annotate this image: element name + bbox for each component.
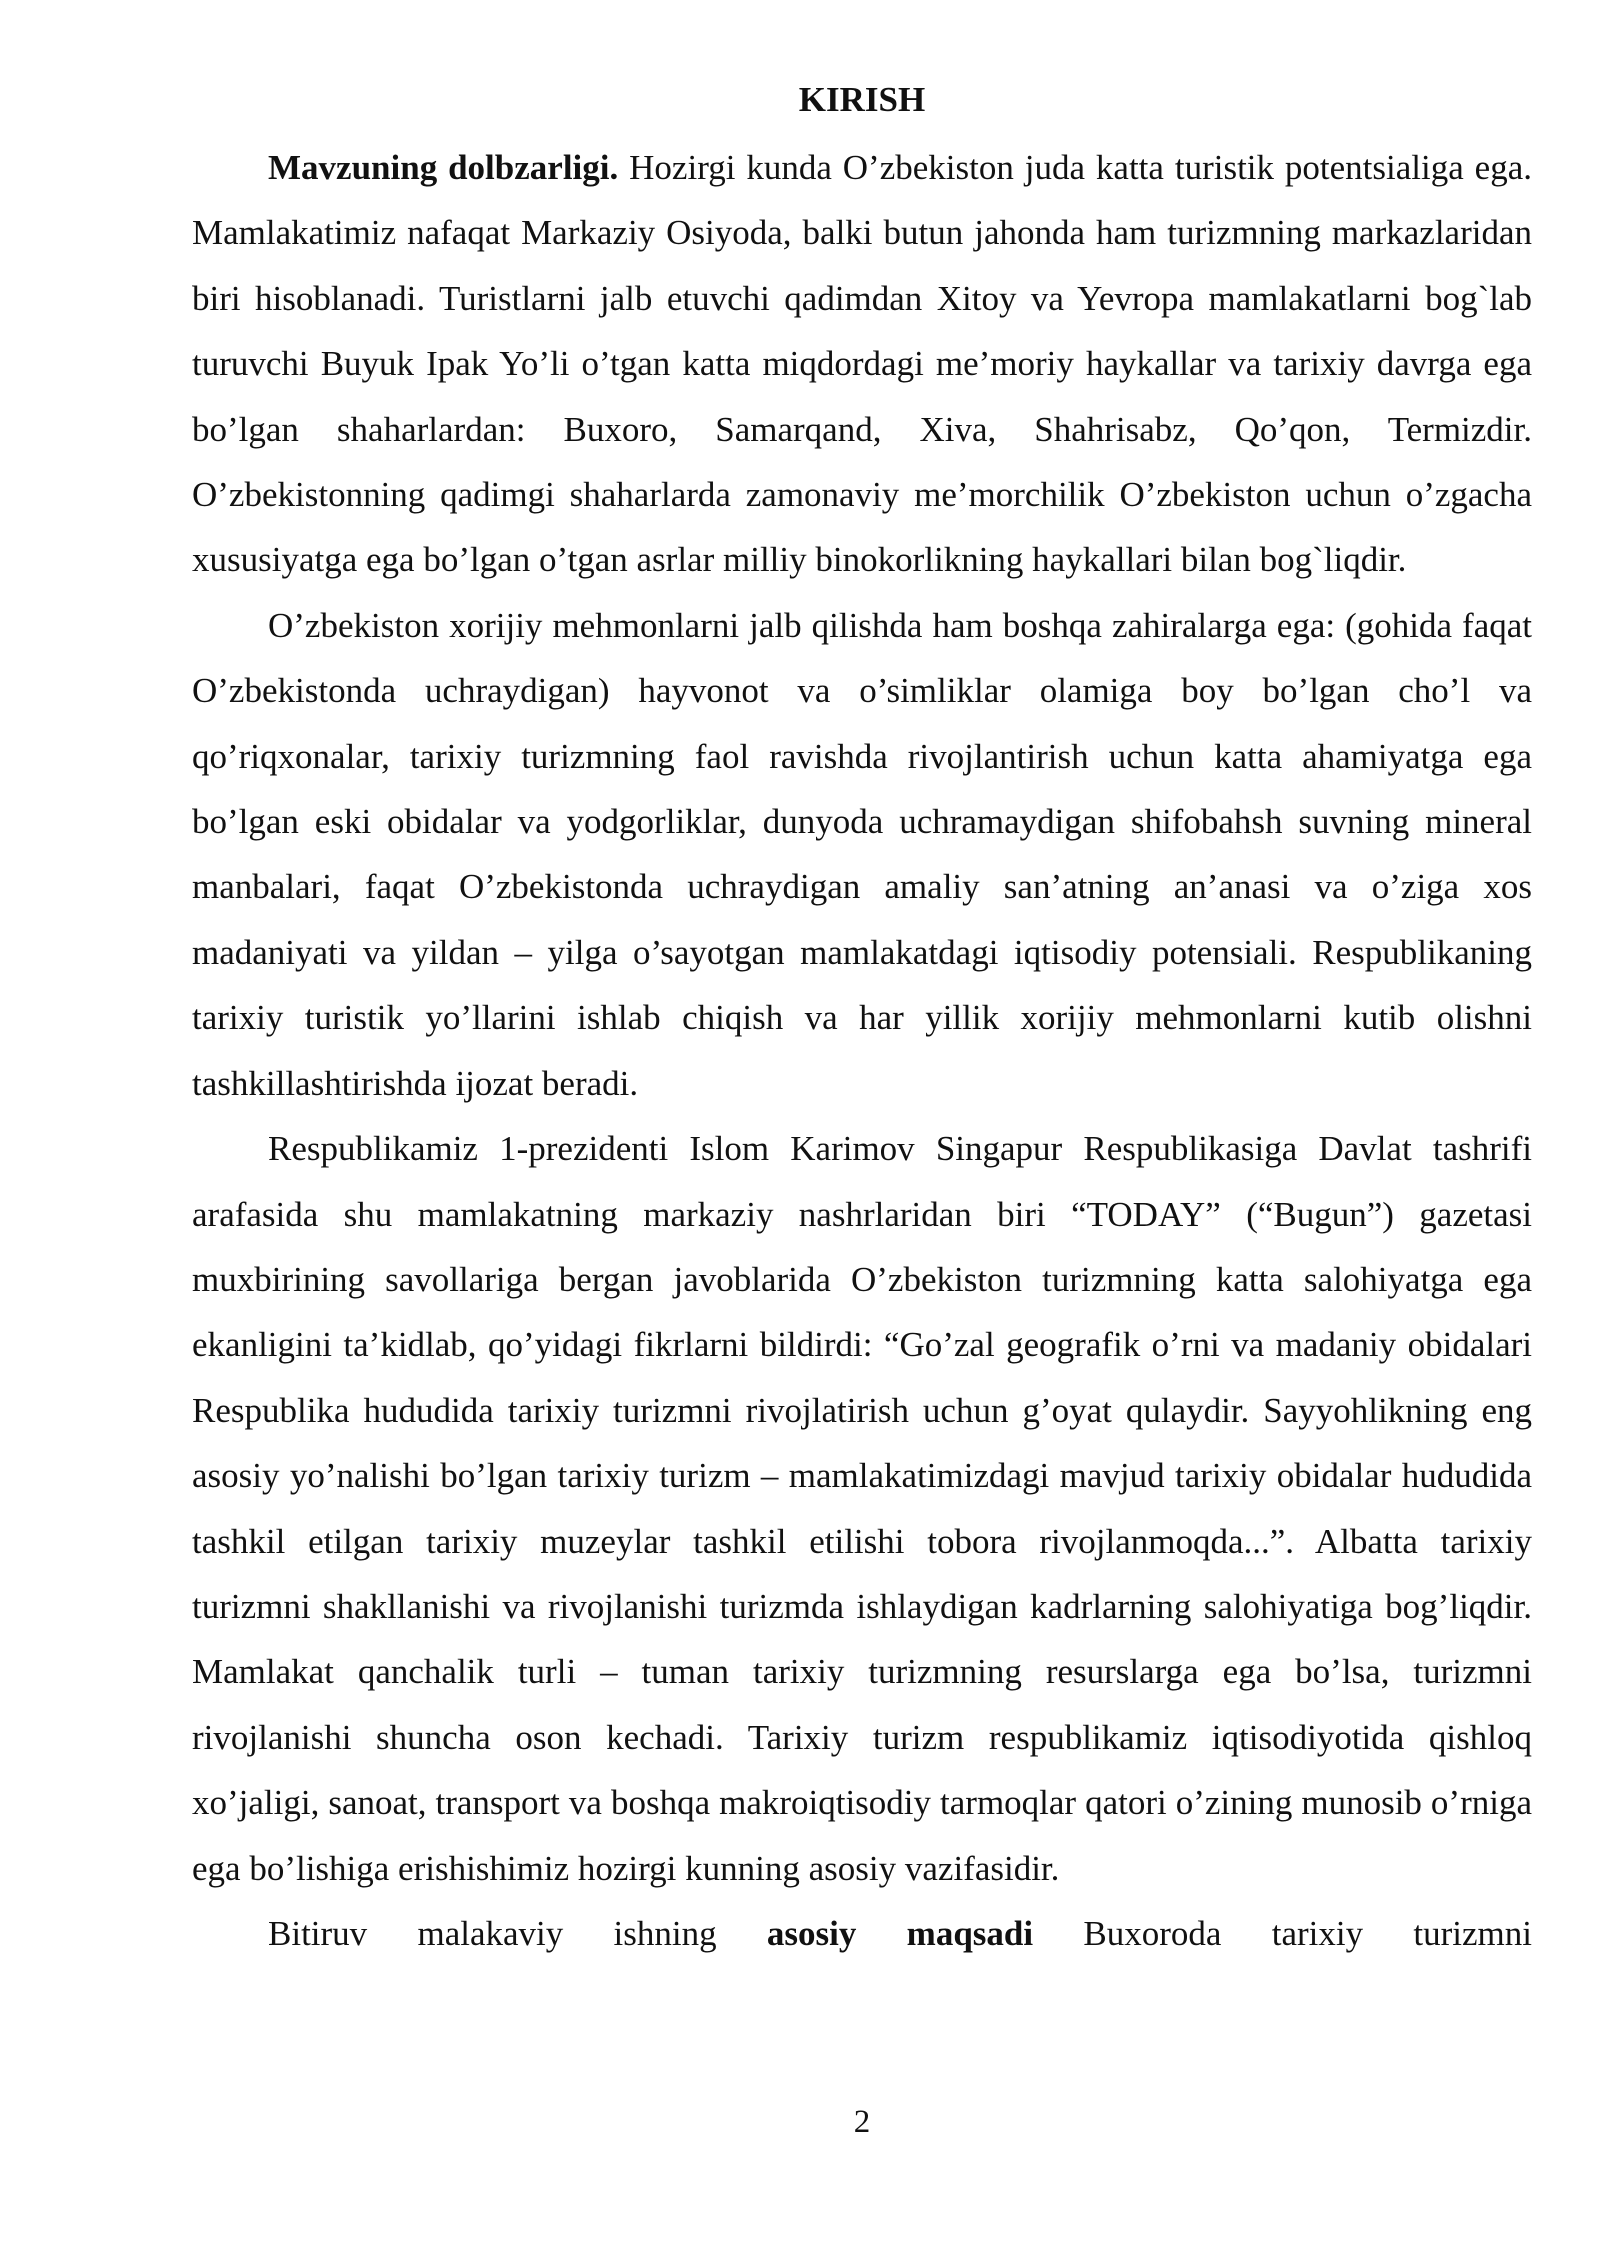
paragraph-resources [192,593,1532,1116]
section-heading: KIRISH [798,80,926,119]
paragraph-lead-bold: Mavzuning dolbzarligi. [268,148,619,187]
paragraph-text: Respublikamiz 1-prezidenti Islom Karimov Singapur Respublikasiga Davlat tashrifi arafasida shu mamlakatning markaziy nashrlaridan biri “TODAY” (“Bugun”) gazetasi muxbirining savollariga bergan javoblarida O’zbekiston turizmning katta salohiyatga ega ekanligini ta’kidlab, qo’yidagi fikrlarni bildirdi: “Go’zal geografik o’rni va madaniy obidalari Respublika hududida tarixiy turizmni rivojlatirish uchun g’oyat qulaydir. Sayyohlikning eng asosiy yo’nalishi bo’lgan tarixiy turizm – mamlakatimizdagi mavjud tarixiy obidalar hududida tashkil etilgan tarixiy muzeylar tashkil etilishi tobora rivojlanmoqda...”. Albatta tarixiy turizmni shakllanishi va rivojlanishi turizmda ishlaydigan kadrlarning salohiyatiga bog’liqdir. Mamlakat qanchalik turli – tuman tarixiy turizmning resurslarga ega bo’lsa, turizmni rivojlanishi shuncha oson kechadi. Tarixiy turizm respublikamiz iqtisodiyotida qishloq xo’jaligi, sanoat, transport va boshqa makroiqtisodiy tarmoqlar qatori o’zining munosib o’rniga ega bo’lishiga erishishimiz hozirgi kunning asosiy vazifasidir. [192,1129,1532,1888]
paragraph-president-quote [192,1116,1532,1901]
document-body [192,135,1532,1966]
paragraph-main-goal [192,1901,1532,1966]
paragraph-text: Buxoroda tarixiy turizmni [1033,1913,1532,1953]
paragraph-text: O’zbekiston xorijiy mehmonlarni jalb qilishda ham boshqa zahiralarga ega: (gohida faqat O’zbekistonda uchraydigan) hayvonot va o’simliklar olamiga boy bo’lgan cho’l va qo’riqxonalar, tarixiy turizmning faol ravishda rivojlantirish uchun katta ahamiyatga ega bo’lgan eski obidalar va yodgorliklar, dunyoda uchramaydigan shifobahsh suvning mineral manbalari, faqat O’zbekistonda uchraydigan amaliy san’atning an’anasi va o’ziga xos madaniyati va yildan – yilga o’sayotgan mamlakatdagi iqtisodiy potensiali. Respublikaning tarixiy turistik yo’llarini ishlab chiqish va har yillik xorijiy mehmonlarni kutib olishni tashkillashtirishda ijozat beradi. [192,605,1532,1103]
paragraph-bold-phrase: asosiy maqsadi [766,1913,1034,1953]
paragraph-relevance [192,135,1532,593]
paragraph-text: Hozirgi kunda O’zbekiston juda katta turistik potentsialiga ega. Mamlakatimiz nafaqat Markaziy Osiyoda, balki butun jahonda ham turizmning markazlaridan biri hisoblanadi. Turistlarni jalb etuvchi qadimdan Xitoy va Yevropa mamlakatlarni bog`lab turuvchi Buyuk Ipak Yo’li o’tgan katta miqdordagi me’moriy haykallar va tarixiy davrga ega bo’lgan shaharlardan: Buxoro, Samarqand, Xiva, Shahrisabz, Qo’qon, Termizdir. O’zbekistonning qadimgi shaharlarda zamonaviy me’morchilik O’zbekiston uchun o’zgacha xususiyatga ega bo’lgan o’tgan asrlar milliy binokorlikning haykallari bilan bog`liqdir. [192,148,1532,580]
page-number: 2 [853,2104,871,2140]
paragraph-text: Bitiruv malakaviy ishning [268,1913,767,1953]
